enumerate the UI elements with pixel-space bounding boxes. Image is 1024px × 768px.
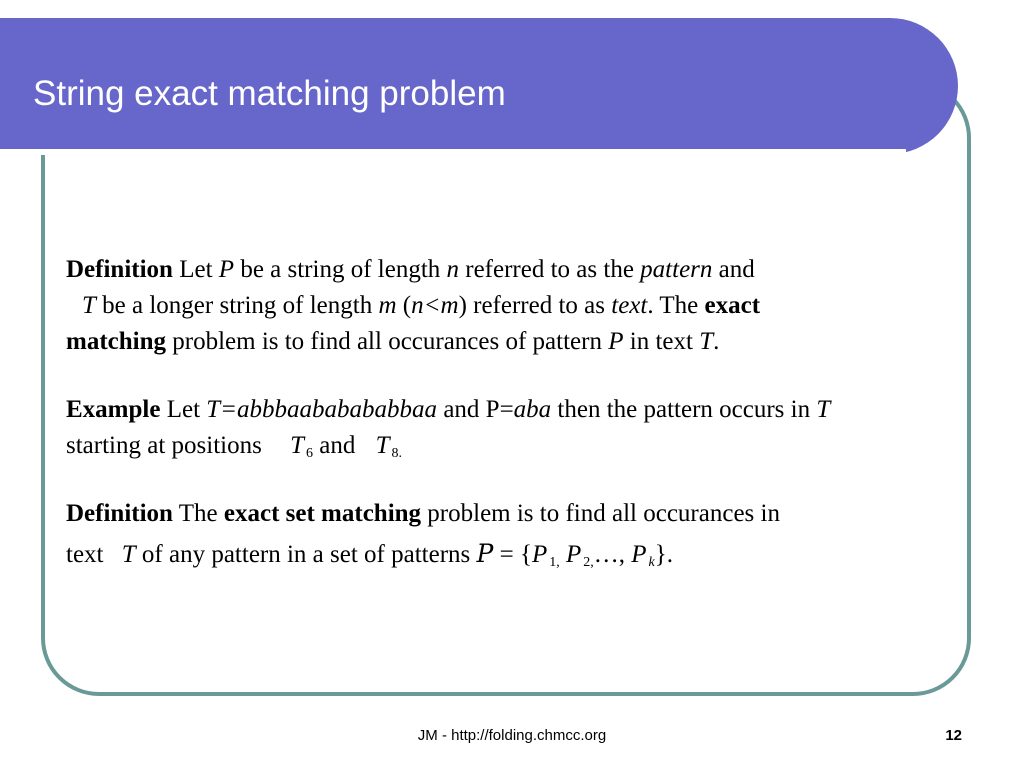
symbol-t: T (699, 328, 714, 355)
term-exact-set-matching: exact set matching (223, 500, 422, 527)
example-line-2: starting at positions T $_6$ and T $_{8.}$ (66, 432, 402, 461)
title-divider (0, 149, 906, 155)
page-number: 12 (945, 727, 962, 744)
symbol-m: m (378, 292, 397, 319)
footer-text: JM - http://folding.chmcc.org (417, 727, 607, 744)
example-text-string: T=abbbaababababbaa (206, 396, 438, 423)
subscript: 1, (549, 555, 560, 570)
symbol-p: P (218, 256, 235, 283)
symbol-p: P (631, 541, 647, 568)
subscript: 2, (583, 555, 594, 570)
slide-body (66, 252, 956, 572)
definition-label: Definition (66, 500, 173, 527)
example-pattern-string: aba (513, 396, 552, 423)
symbol-t: T (121, 541, 136, 568)
symbol-t: T (375, 432, 390, 459)
symbol-p: P (531, 541, 548, 568)
term-matching: matching (66, 328, 166, 355)
definition-1-line-3: matching problem is to find all occurances of pattern P in text T. (66, 328, 720, 355)
definition-2-line-1: Definition The exact set matching problem is to find all occurances in (66, 500, 780, 527)
definition-label: Definition (66, 256, 173, 283)
symbol-p: P (559, 541, 582, 568)
term-text: text (611, 292, 648, 319)
subscript: 8. (391, 446, 402, 461)
symbol-n: n (446, 256, 460, 283)
example-line-1: Example Let T=abbbaababababbaa and P=aba then the pattern occurs in T (66, 396, 831, 423)
symbol-t: T (816, 396, 831, 423)
definition-1-line-2: T be a longer string of length m (n<m) referred to as text. The exact (82, 292, 761, 319)
symbol-t: T (290, 432, 304, 459)
symbol-t: T (82, 292, 96, 319)
term-pattern: pattern (640, 256, 713, 283)
subscript: 6 (305, 446, 313, 461)
symbol-pattern-set: P (476, 539, 494, 568)
slide-title: String exact matching problem (33, 74, 506, 113)
symbol-p: P (608, 328, 624, 355)
subscript: k (648, 555, 655, 570)
title-bar (0, 18, 958, 154)
definition-1-line-1: Definition Let P be a string of length n referred to as the pattern and (66, 256, 755, 283)
term-exact: exact (704, 292, 761, 319)
example-label: Example (66, 396, 161, 423)
inequality: n<m (411, 292, 459, 319)
definition-2-line-2: text T of any pattern in a set of patterns P = {P $_{1,}$ P $_{2,}$…, P $_k$}. (66, 539, 674, 570)
